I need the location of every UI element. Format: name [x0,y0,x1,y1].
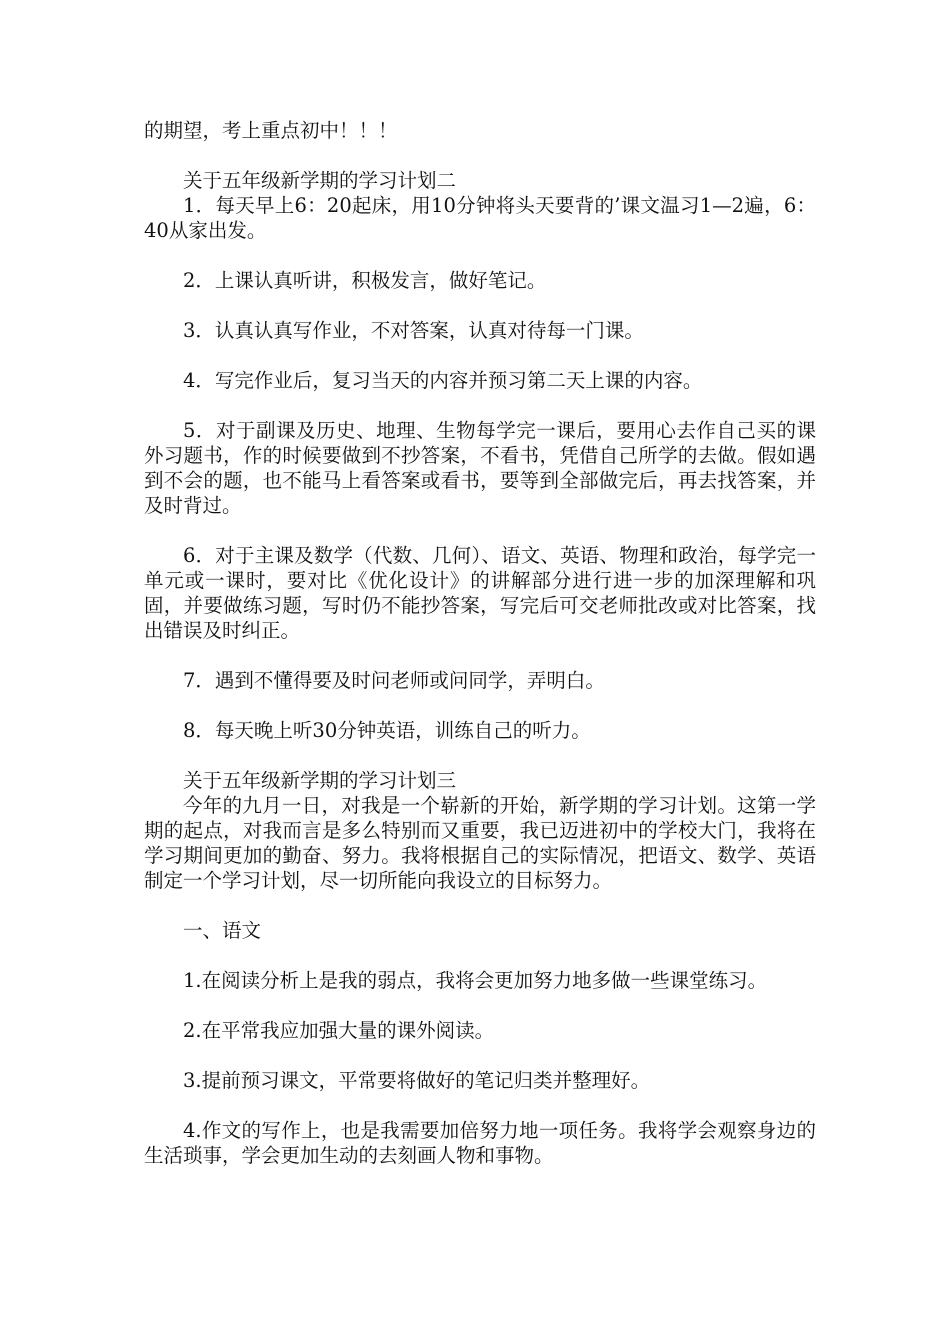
paragraph-gap [144,243,816,268]
plan2-item-5: 5．对于副课及历史、地理、生物每学完一课后，要用心去作自己买的课外习题书，作的时候要做到不抄答案，不看书，凭借自己所学的去做。假如遇到不会的题，也不能马上看答案或看书，要等到全部做完后，再去找答案，并及时背过。 [144,419,816,517]
plan2-item-4: 4．写完作业后，复习当天的内容并预习第二天上课的内容。 [183,369,703,392]
plan2-item-1: 1．每天早上6：20起床，用10分钟将头天要背的’课文温习1—2遍，6：40从家出发。 [144,194,816,242]
plan3-section1-item-4: 4.作文的写作上，也是我需要加倍努力地一项任务。我将学会观察身边的生活琐事，学会更加生动的去刻画人物和事物。 [144,1119,816,1167]
plan3-intro: 今年的九月一日，对我是一个崭新的开始，新学期的学习计划。这第一学期的起点，对我而言是多么特别而又重要，我已迈进初中的学校大门，我将在学习期间更加的勤奋、努力。我将根据自己的实际情况，把语文、数学、英语制定一个学习计划，尽一切所能向我设立的目标努力。 [144,794,816,892]
plan3-section1-item-2: 2.在平常我应加强大量的课外阅读。 [183,1019,495,1042]
plan2-item-3: 3．认真认真写作业，不对答案，认真对待每一门课。 [183,319,644,342]
paragraph-gap [144,893,816,918]
plan3-heading: 关于五年级新学期的学习计划三 [183,769,457,792]
paragraph-gap [144,343,816,368]
plan2-heading: 关于五年级新学期的学习计划二 [183,169,457,192]
plan3-section1-title: 一、语文 [183,919,262,942]
paragraph-gap [144,693,816,718]
plan3-section1-item-1: 1.在阅读分析上是我的弱点，我将会更加努力地多做一些课堂练习。 [183,969,768,992]
paragraph-gap [144,518,816,543]
paragraph-gap [144,743,816,768]
paragraph-gap [144,143,816,168]
paragraph-gap [144,643,816,668]
paragraph-gap [144,293,816,318]
plan2-item-8: 8．每天晚上听30分钟英语，训练自己的听力。 [183,719,591,742]
paragraph-gap [144,1043,816,1068]
plan2-item-2: 2．上课认真听讲，积极发言，做好笔记。 [183,269,547,292]
plan2-item-7: 7．遇到不懂得要及时问老师或问同学，弄明白。 [183,669,605,692]
plan3-section1-item-3: 3.提前预习课文，平常要将做好的笔记归类并整理好。 [183,1069,651,1092]
paragraph-gap [144,993,816,1018]
paragraph-gap [144,393,816,418]
paragraph-gap [144,1093,816,1118]
continuation-text: 的期望，考上重点初中！！！ [144,119,398,142]
document-body [144,118,816,1168]
plan2-item-6: 6．对于主课及数学（代数、几何）、语文、英语、物理和政治，每学完一单元或一课时，要对比《优化设计》的讲解部分进行进一步的加深理解和巩固，并要做练习题，写时仍不能抄答案，写完后可交老师批改或对比答案，找出错误及时纠正。 [144,544,816,642]
paragraph-gap [144,943,816,968]
